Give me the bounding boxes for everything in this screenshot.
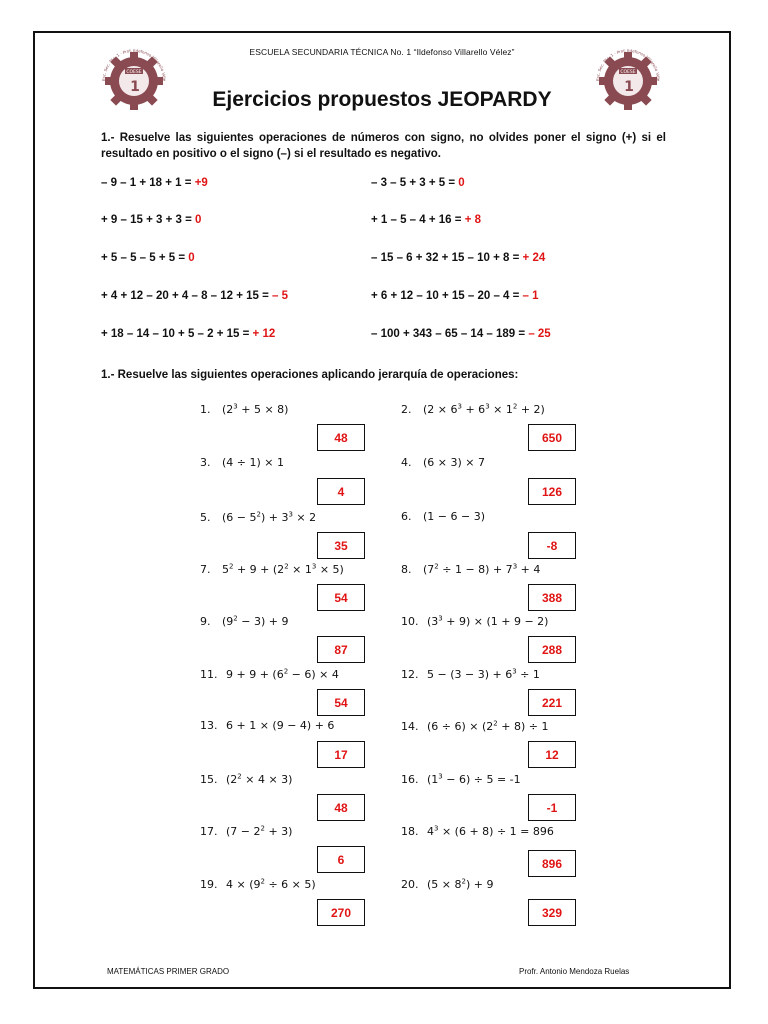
school-name: ESCUELA SECUNDARIA TÉCNICA No. 1 “Ildefonso Villarello Vélez” <box>249 47 515 57</box>
answer-box: 270 <box>317 899 365 926</box>
problem-number: 13. <box>200 719 218 732</box>
operation-answer: 0 <box>188 252 195 264</box>
problem-17 <box>200 824 292 838</box>
signed-operation <box>101 177 208 189</box>
operation-answer: + 8 <box>464 214 481 226</box>
answer-box: 650 <box>528 424 576 451</box>
signed-operation <box>371 328 551 340</box>
signed-operation <box>371 252 545 264</box>
problem-20 <box>401 877 493 891</box>
answer-box: 288 <box>528 636 576 663</box>
section2-instructions: 1.- Resuelve las siguientes operaciones aplicando jerarquía de operaciones: <box>101 369 519 381</box>
problem-expression: (4 ÷ 1) × 1 <box>222 456 284 469</box>
problem-number: 6. <box>401 510 412 523</box>
problem-number: 20. <box>401 877 419 891</box>
problem-expression: $5^2 + 9 + (2^2 \times 1^3 \times 5)$ <box>222 562 344 576</box>
operation-answer: 0 <box>458 177 465 189</box>
problem-number: 12. <box>401 667 419 681</box>
signed-operation <box>371 290 539 302</box>
problem-10 <box>401 614 548 628</box>
answer-box: 87 <box>317 636 365 663</box>
operation-answer: 0 <box>195 214 202 226</box>
problem-number: 4. <box>401 456 412 469</box>
problem-expression: $(1^3 - 6) \div 5 = -1$ <box>427 772 521 786</box>
operation-expression: – 100 + 343 – 65 – 14 – 189 = <box>371 328 529 340</box>
problem-expression: $(6 - 5^2) + 3^3 \times 2$ <box>222 510 317 524</box>
section1-instructions: 1.- Resuelve las siguientes operaciones de números con signo, no olvides poner el signo (+) si el resultado en positivo o el signo (–) si el resultado es negativo. <box>101 132 666 160</box>
logo-number: 1 <box>624 79 634 95</box>
answer-box: 48 <box>317 794 365 821</box>
problem-number: 11. <box>200 667 218 681</box>
answer-box: 329 <box>528 899 576 926</box>
problem-7 <box>200 562 344 576</box>
problem-6 <box>401 510 485 523</box>
operation-expression: – 3 – 5 + 3 + 5 = <box>371 177 459 189</box>
problem-number: 5. <box>200 510 211 524</box>
problem-expression: $(6 \div 6) \times (2^2 + 8) \div 1$ <box>427 719 549 733</box>
footer-subject: MATEMÁTICAS PRIMER GRADO <box>107 967 230 976</box>
problem-expression: $(3^3 + 9) \times (1 + 9 - 2)$ <box>427 614 549 628</box>
problem-4 <box>401 456 485 469</box>
answer-box: 54 <box>317 689 365 716</box>
operation-expression: – 15 – 6 + 32 + 15 – 10 + 8 = <box>371 252 523 264</box>
footer-teacher: Profr. Antonio Mendoza Ruelas <box>519 967 630 976</box>
answer-box: 35 <box>317 532 365 559</box>
problem-expression: $(7 - 2^2 + 3)$ <box>226 824 293 838</box>
problem-expression: $4 \times (9^2 \div 6 \times 5)$ <box>226 877 316 891</box>
problem-expression: $4^3 \times (6 + 8) \div 1 = 896$ <box>427 824 554 838</box>
problem-expression: 6 + 1 × (9 − 4) + 6 <box>226 719 335 732</box>
problem-2 <box>401 402 545 416</box>
problem-number: 19. <box>200 877 218 891</box>
operation-answer: – 5 <box>272 290 289 302</box>
problem-expression: (6 × 3) × 7 <box>423 456 485 469</box>
operation-expression: + 18 – 14 – 10 + 5 – 2 + 15 = <box>101 328 253 340</box>
logo-motto: Esc. Sec. Téc. 1 · Prof. Ildefonso Villarello Véle <box>100 47 168 82</box>
answer-box: 12 <box>528 741 576 768</box>
problem-1 <box>200 402 288 416</box>
answer-box: 388 <box>528 584 576 611</box>
problem-number: 16. <box>401 772 419 786</box>
problem-16 <box>401 772 521 786</box>
operation-expression: + 5 – 5 – 5 + 5 = <box>101 252 189 264</box>
problem-expression: $5 - (3 - 3) + 6^3 \div 1$ <box>427 667 540 681</box>
answer-box: 6 <box>317 846 365 873</box>
answer-box: 4 <box>317 478 365 505</box>
problem-12 <box>401 667 540 681</box>
problem-number: 7. <box>200 562 211 576</box>
problem-14 <box>401 719 548 733</box>
operation-expression: + 6 + 12 – 10 + 15 – 20 – 4 = <box>371 290 523 302</box>
problem-expression: $9 + 9 + (6^2 - 6) \times 4$ <box>226 667 339 681</box>
problem-number: 17. <box>200 824 218 838</box>
answer-box: 17 <box>317 741 365 768</box>
operation-answer: + 24 <box>522 252 546 264</box>
page-title: Ejercicios propuestos JEOPARDY <box>212 88 552 111</box>
signed-operation <box>371 177 465 189</box>
operation-expression: + 4 + 12 – 20 + 4 – 8 – 12 + 15 = <box>101 290 273 302</box>
worksheet-page <box>33 31 731 989</box>
logo-badge: COESE <box>126 70 142 75</box>
problem-18 <box>401 824 554 838</box>
operation-answer: +9 <box>194 177 208 189</box>
signed-operation <box>101 252 195 264</box>
problem-11 <box>200 667 339 681</box>
problem-expression: $(2^2 \times 4 \times 3)$ <box>226 772 293 786</box>
problem-number: 10. <box>401 614 419 628</box>
answer-box: 896 <box>528 850 576 877</box>
answer-box: 126 <box>528 478 576 505</box>
logo-badge: COESE <box>620 70 636 75</box>
answer-box: -8 <box>528 532 576 559</box>
problem-expression: $(5 \times 8^2) + 9$ <box>427 877 494 891</box>
signed-operation <box>101 214 201 226</box>
answer-box: 48 <box>317 424 365 451</box>
problem-expression: (1 − 6 − 3) <box>423 510 485 523</box>
signed-operation <box>101 290 288 302</box>
problem-8 <box>401 562 540 576</box>
problem-expression: $(2^3 + 5 \times 8)$ <box>222 402 289 416</box>
operation-expression: – 9 – 1 + 18 + 1 = <box>101 177 195 189</box>
problem-number: 15. <box>200 772 218 786</box>
problem-5 <box>200 510 316 524</box>
problem-number: 14. <box>401 719 419 733</box>
problem-19 <box>200 877 316 891</box>
problem-number: 2. <box>401 402 412 416</box>
problem-number: 3. <box>200 456 211 469</box>
problem-3 <box>200 456 284 469</box>
answer-box: -1 <box>528 794 576 821</box>
problem-number: 1. <box>200 402 211 416</box>
problem-expression: $(7^2 \div 1 - 8) + 7^3 + 4$ <box>423 562 541 576</box>
problem-number: 8. <box>401 562 412 576</box>
problem-expression: $(2 \times 6^3 + 6^3 \times 1^2 + 2)$ <box>423 402 545 416</box>
problem-15 <box>200 772 292 786</box>
problem-13 <box>200 719 334 732</box>
problem-number: 9. <box>200 614 211 628</box>
operation-answer: + 12 <box>252 328 276 340</box>
problem-expression: $(9^2 - 3) + 9$ <box>222 614 289 628</box>
answer-box: 54 <box>317 584 365 611</box>
problem-number: 18. <box>401 824 419 838</box>
operation-expression: + 1 – 5 – 4 + 16 = <box>371 214 465 226</box>
operation-expression: + 9 – 15 + 3 + 3 = <box>101 214 195 226</box>
answer-box: 221 <box>528 689 576 716</box>
logo-number: 1 <box>130 79 140 95</box>
operation-answer: – 25 <box>528 328 551 340</box>
operation-answer: – 1 <box>522 290 539 302</box>
problem-9 <box>200 614 288 628</box>
signed-operation <box>371 214 481 226</box>
logo-motto: Esc. Sec. Téc. 1 · Prof. Ildefonso Villarello Véle <box>594 47 662 82</box>
signed-operation <box>101 328 275 340</box>
